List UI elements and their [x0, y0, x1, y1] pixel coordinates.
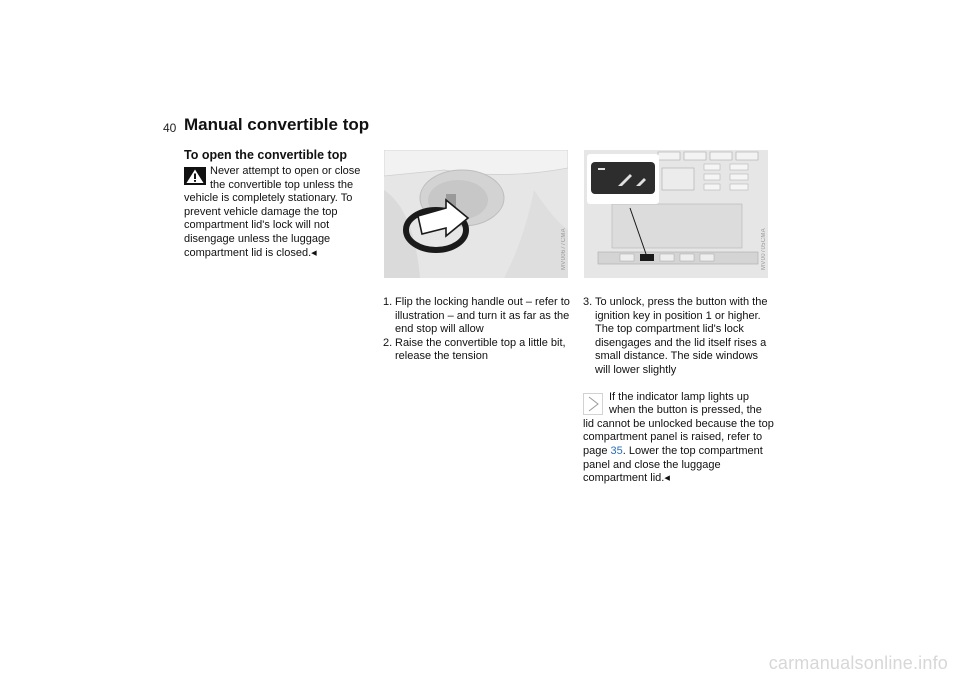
- warning-block: [184, 165, 370, 260]
- page-title: Manual convertible top: [184, 115, 370, 134]
- step-text: Raise the convertible top a little bit, release the tension: [395, 336, 566, 363]
- watermark: carmanualsonline.info: [768, 653, 948, 673]
- warning-text: Never attempt to open or close the convertible top unless the vehicle is completely stationary. To prevent vehicle damage the top compartment lid's lock will not disengage unless the luggage compartment lid is closed.: [184, 165, 361, 259]
- steps-right: [583, 296, 775, 486]
- end-mark: ◂: [664, 472, 670, 485]
- step-text: Flip the locking handle out – refer to illustration – and turn it as far as the end stop will allow: [395, 296, 570, 336]
- note-arrow-icon: [583, 393, 603, 415]
- figure-unlock-button: [584, 150, 768, 278]
- step-item: [383, 296, 575, 337]
- step-number: 2.: [383, 336, 393, 349]
- dashboard-button-illustration: [584, 150, 768, 278]
- section-heading: To open the convertible top: [184, 148, 347, 162]
- figure-code: MV00677CMA: [561, 227, 567, 270]
- page-reference-link[interactable]: 35: [610, 444, 623, 457]
- figure-code: MV00705CMA: [761, 227, 767, 270]
- note-text: If the indicator lamp lights up when the button is pressed, the lid cannot be unlocked because the top compartment panel is raised, refer to page: [583, 390, 774, 457]
- note-text-after: . Lower the top compartment panel and close the luggage compartment lid.: [583, 444, 763, 485]
- locking-handle-illustration: [384, 150, 568, 278]
- step-number: 3.: [583, 296, 593, 308]
- end-mark: ◂: [311, 246, 317, 259]
- note-block: [583, 391, 775, 486]
- figure-locking-handle: [384, 150, 568, 278]
- step-item: [383, 337, 575, 364]
- warning-triangle-icon: [184, 167, 206, 185]
- page-number: 40: [163, 121, 177, 135]
- step-number: 1.: [383, 296, 393, 308]
- steps-left: [383, 296, 575, 364]
- step-item: [583, 296, 775, 378]
- step-text: To unlock, press the button with the ignition key in position 1 or higher. The top compartment lid's lock disengages and the lid itself rises a small distance. The side windows will lower slightly: [595, 296, 768, 376]
